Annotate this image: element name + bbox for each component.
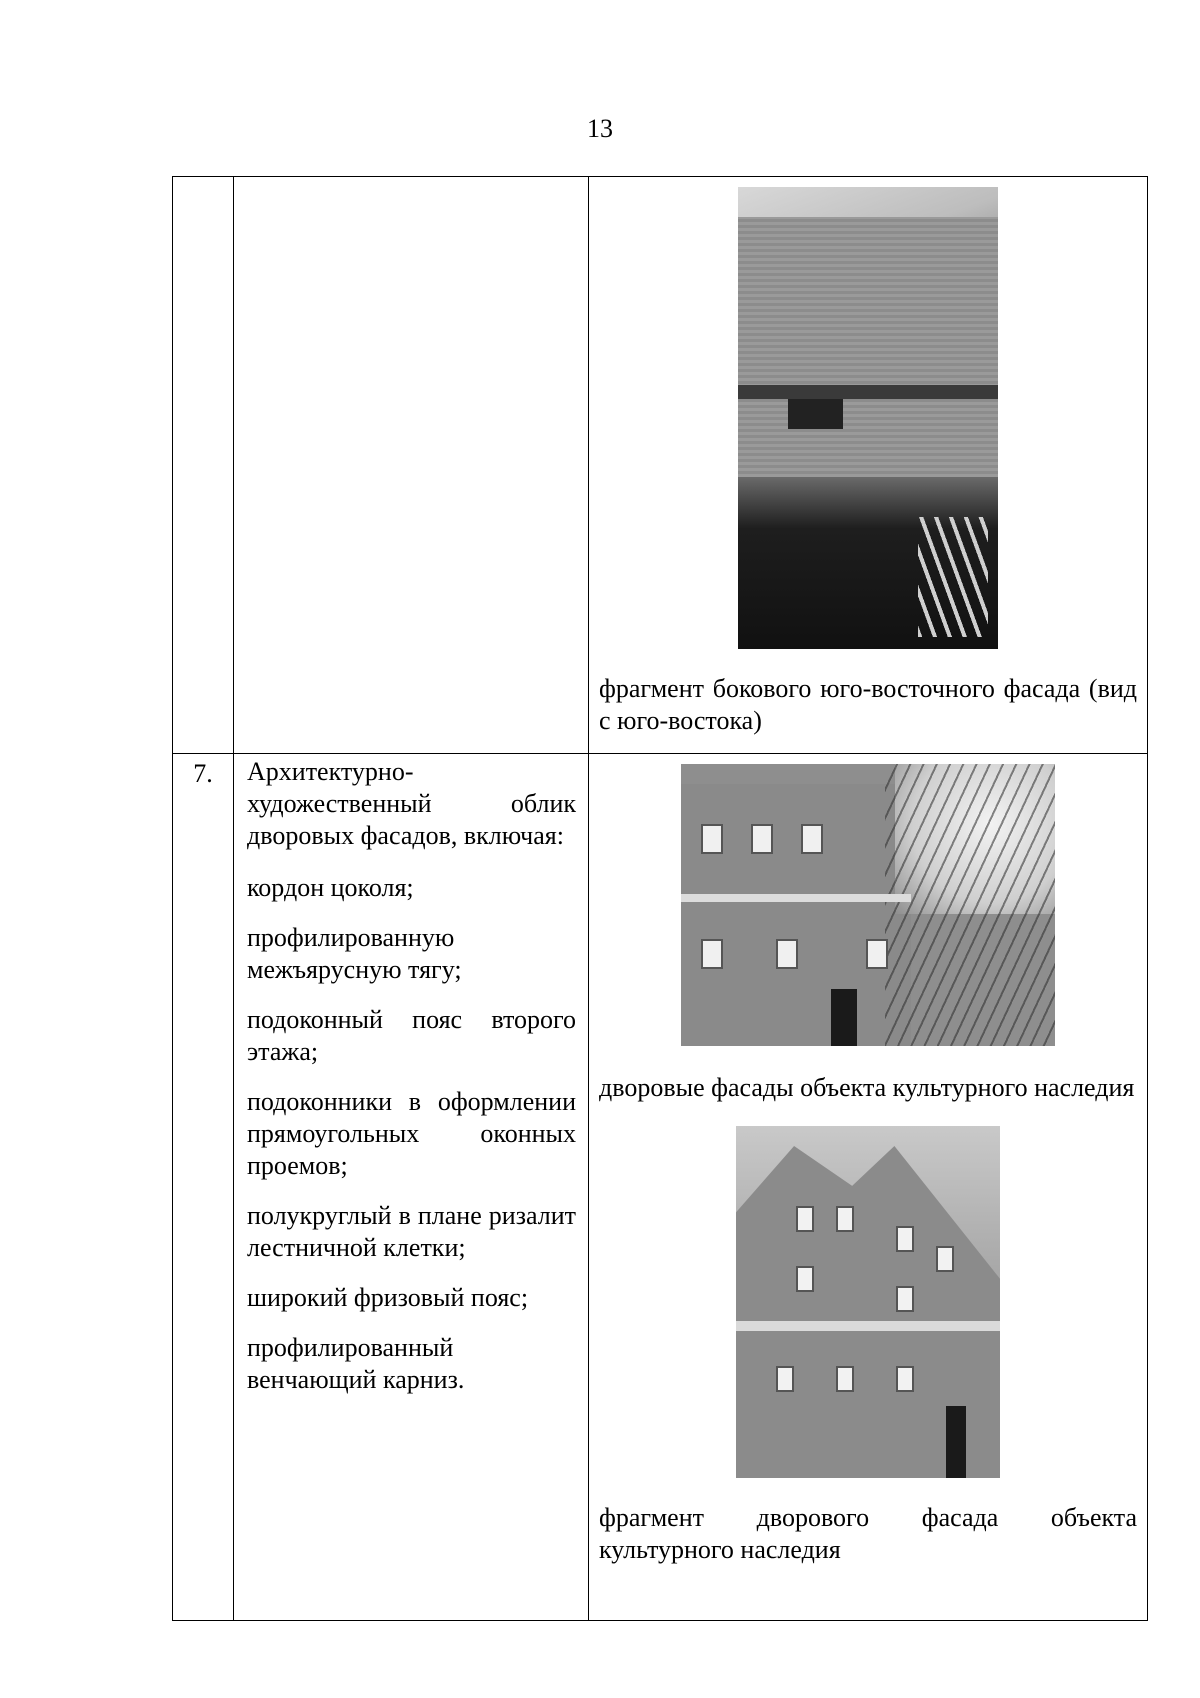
- heritage-elements-table: [172, 176, 1148, 1621]
- side-facade-photo: [738, 187, 998, 649]
- description-cell: [234, 177, 589, 754]
- page-number: 13: [587, 114, 613, 143]
- description-item: профилированный венчающий карниз.: [247, 1333, 465, 1394]
- description-item: полукруглый в плане ризалит лестничной клетки;: [247, 1201, 576, 1262]
- description-intro: Архитектурно-художественный облик дворовых фасадов, включая:: [247, 757, 576, 850]
- description-item: профилированную межъярусную тягу;: [247, 923, 462, 984]
- description-item: кордон цоколя;: [247, 873, 414, 902]
- courtyard-facade-fragment-photo: [736, 1126, 1000, 1478]
- photo-caption: дворовые фасады объекта культурного наследия: [599, 1073, 1135, 1102]
- description-item: подоконники в оформлении прямоугольных оконных проемов;: [247, 1087, 576, 1180]
- photo-cell: [589, 177, 1148, 754]
- description-cell: [234, 754, 589, 1621]
- photo-cell: [589, 754, 1148, 1621]
- description-item: подоконный пояс второго этажа;: [247, 1005, 576, 1066]
- photo-caption: фрагмент дворового фасада объекта культурного наследия: [599, 1503, 1137, 1564]
- courtyard-facades-photo: [681, 764, 1055, 1046]
- table-row: [173, 177, 1148, 754]
- table-row: [173, 754, 1148, 1621]
- row-number-cell: [173, 177, 234, 754]
- description-item: широкий фризовый пояс;: [247, 1283, 529, 1312]
- photo-caption: фрагмент бокового юго-восточного фасада (вид с юго-востока): [599, 674, 1137, 735]
- row-number-cell: 7.: [173, 754, 234, 1621]
